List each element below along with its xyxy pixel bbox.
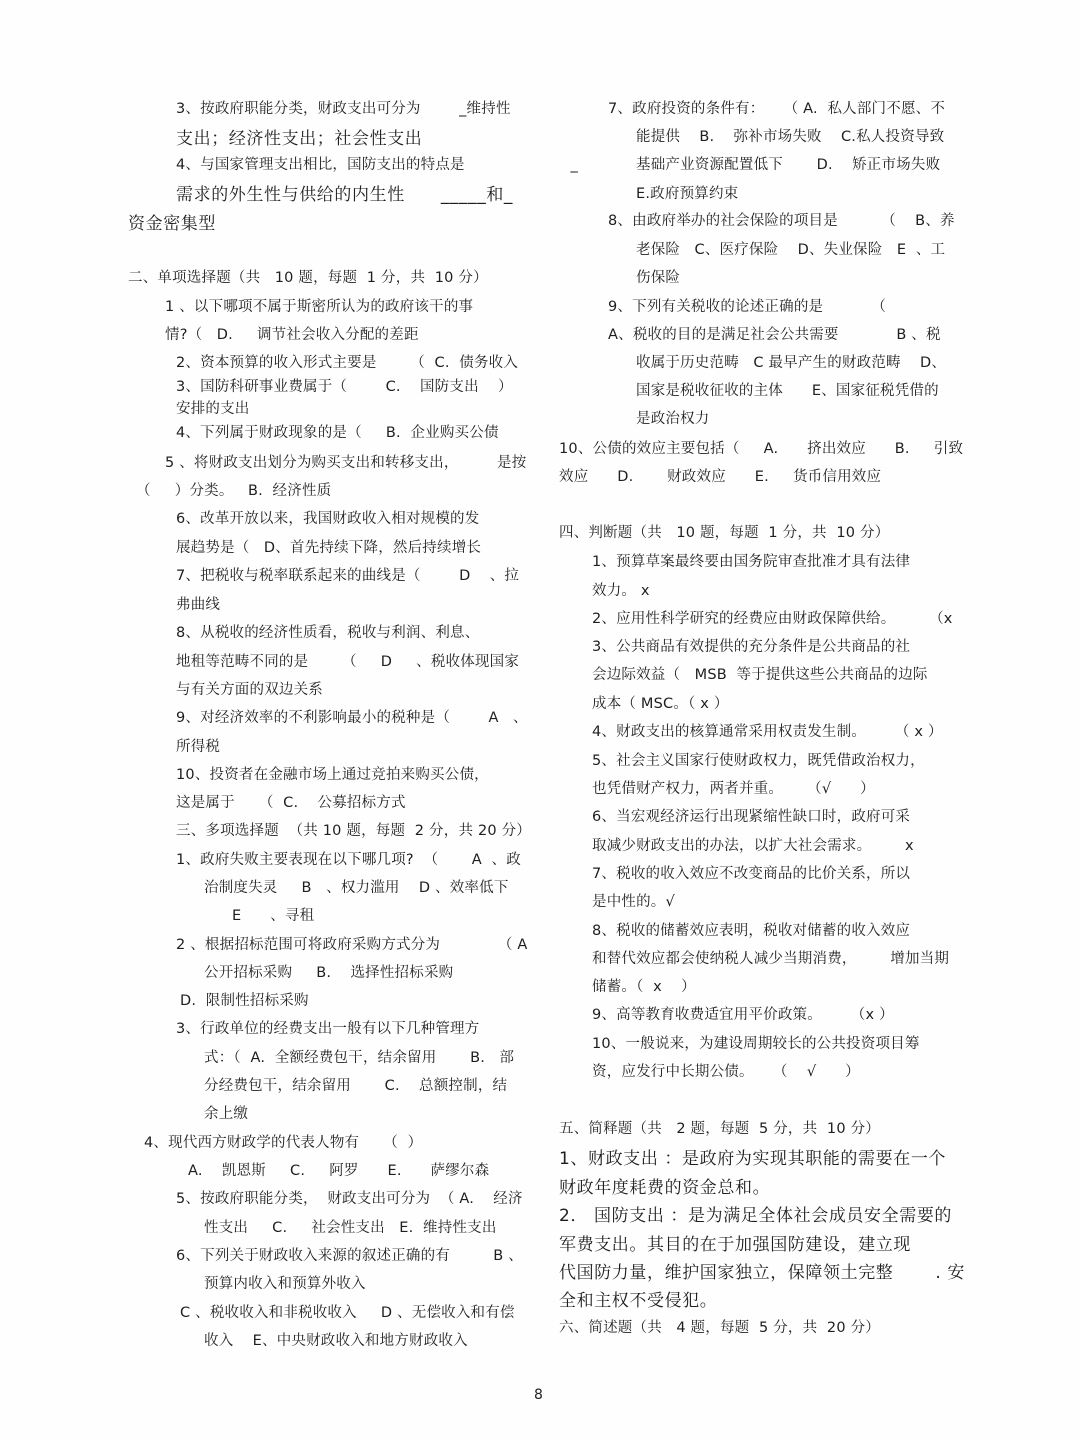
text-line: 也凭借财产权力，两者并重。 （√ ） <box>592 781 875 797</box>
text-line: 能提供 B. 弥补市场失败 C.私人投资导致 <box>636 129 945 145</box>
text-line: 2． 国防支出 ：是为满足全体社会成员安全需要的 <box>559 1206 953 1226</box>
text-line: 效力。 x <box>592 583 650 599</box>
text-line: 4、现代西方财政学的代表人物有 （ ） <box>144 1135 423 1151</box>
text-line: 4、财政支出的核算通常采用权责发生制。 （ x ） <box>592 724 943 740</box>
text-line: E.政府预算约束 <box>636 186 739 202</box>
text-line: 全和主权不受侵犯。 <box>559 1291 718 1311</box>
text-line: 安排的支出 <box>176 401 250 417</box>
text-line: 式：（ A. 全额经费包干，结余留用 B. 部 <box>204 1050 515 1066</box>
text-line: 1 、以下哪项不属于斯密所认为的政府该干的事 <box>165 299 474 315</box>
text-line: 10、投资者在金融市场上通过竞拍来购买公债， <box>176 767 489 783</box>
text-line: 会边际效益（ MSB 等于提供这些公共商品的边际 <box>592 667 928 683</box>
text-line: 三、多项选择题 （共 10 题，每题 2 分，共 20 分） <box>176 823 532 839</box>
text-line: 资金密集型 <box>128 214 216 234</box>
text-line: 3、国防科研事业费属于（ C. 国防支出 ） <box>176 379 513 395</box>
text-line: 8、从税收的经济性质看，税收与利润、利息、 <box>176 625 480 641</box>
text-line: 5、按政府职能分类， 财政支出可分为 （ A. 经济 <box>176 1191 523 1207</box>
text-line: 6、下列关于财政收入来源的叙述正确的有 B 、 <box>176 1248 523 1264</box>
text-line: 需求的外生性与供给的内生性 _____和_ <box>176 185 514 205</box>
text-line: C 、税收收入和非税收收入 D 、无偿收入和有偿 <box>180 1305 515 1321</box>
text-line: 收入 E、中央财政收入和地方财政收入 <box>204 1333 468 1349</box>
text-line: 是中性的。√ <box>592 894 675 910</box>
text-line: 和替代效应都会使纳税人减少当期消费， 增加当期 <box>592 951 950 967</box>
text-line: 7、把税收与税率联系起来的曲线是（ D 、拉 <box>176 568 520 584</box>
text-line: 3、行政单位的经费支出一般有以下几种管理方 <box>176 1021 480 1037</box>
text-line: 1、政府失败主要表现在以下哪几项? （ A 、政 <box>176 852 521 868</box>
text-line: 成本（ MSC。（ x ） <box>592 696 729 712</box>
text-line: 5 、将财政支出划分为购买支出和转移支出， 是按 <box>165 455 527 471</box>
text-line: （ ）分类。 B. 经济性质 <box>136 483 332 499</box>
text-line: 国家是税收征收的主体 E、国家征税凭借的 <box>636 383 939 399</box>
text-line: 8、由政府举办的社会保险的项目是 （ B、养 <box>608 213 955 229</box>
text-line: A. 凯恩斯 C. 阿罗 E. 萨缪尔森 <box>188 1163 490 1179</box>
text-line: 9、高等教育收费适宜用平价政策。 （x ） <box>592 1007 894 1023</box>
text-line: 1、预算草案最终要由国务院审查批准才具有法律 <box>592 554 911 570</box>
text-line: 性支出 C. 社会性支出 E. 维持性支出 <box>204 1220 497 1236</box>
text-line: 2、资本预算的收入形式主要是 （ C. 债务收入 <box>176 355 519 371</box>
text-line: 3、公共商品有效提供的充分条件是公共商品的社 <box>592 639 911 655</box>
text-line: 伤保险 <box>636 270 681 286</box>
text-line: 四、判断题（共 10 题，每题 1 分，共 10 分） <box>559 525 890 541</box>
text-line: 基础产业资源配置低下 D. 矫正市场失败 <box>636 157 941 173</box>
text-line: 弗曲线 <box>176 597 221 613</box>
text-line: 8、税收的储蓄效应表明，税收对储蓄的收入效应 <box>592 923 911 939</box>
text-line: 10、公债的效应主要包括（ A. 挤出效应 B. 引致 <box>559 441 964 457</box>
text-line: E 、寻租 <box>232 908 315 924</box>
text-line: 老保险 C、医疗保险 D、失业保险 E 、工 <box>636 242 946 258</box>
text-line: 6、当宏观经济运行出现紧缩性缺口时，政府可采 <box>592 809 911 825</box>
text-line: 展趋势是（ D、首先持续下降，然后持续增长 <box>176 540 482 556</box>
text-line: 收属于历史范畴 C 最早产生的财政范畴 D、 <box>636 355 947 371</box>
text-line: 地租等范畴不同的是 （ D 、税收体现国家 <box>176 654 520 670</box>
text-line: 效应 D. 财政效应 E. 货币信用效应 <box>559 469 882 485</box>
text-line: 情?（ D. 调节社会收入分配的差距 <box>165 327 419 343</box>
text-line: 五、简释题（共 2 题，每题 5 分，共 10 分） <box>559 1121 880 1137</box>
text-line: A、税收的目的是满足社会公共需要 B 、税 <box>608 327 941 343</box>
text-line: 5、社会主义国家行使财政权力，既凭借政治权力， <box>592 753 925 769</box>
text-line: 6、改革开放以来，我国财政收入相对规模的发 <box>176 511 480 527</box>
text-line: 支出；经济性支出；社会性支出 <box>176 129 423 149</box>
text-line: 余上缴 <box>204 1106 249 1122</box>
text-line: 取减少财政支出的办法，以扩大社会需求。 x <box>592 838 914 854</box>
text-line: 是政治权力 <box>636 411 710 427</box>
text-line: 代国防力量，维护国家独立，保障领土完整 . 安 <box>559 1263 966 1283</box>
text-line: 二、单项选择题（共 10 题，每题 1 分，共 10 分） <box>128 270 488 286</box>
text-line: 分经费包干，结余留用 C. 总额控制，结 <box>204 1078 508 1094</box>
text-line: 4、下列属于财政现象的是（ B. 企业购买公债 <box>176 425 499 441</box>
text-line: 1、财政支出 ：是政府为实现其职能的需要在一个 <box>559 1149 947 1169</box>
text-line: 六、简述题（共 4 题，每题 5 分，共 20 分） <box>559 1320 880 1336</box>
text-line: 预算内收入和预算外收入 <box>204 1276 366 1292</box>
page-number: 8 <box>534 1387 543 1403</box>
text-line: 财政年度耗费的资金总和。 <box>559 1178 771 1198</box>
text-line: 军费支出。其目的在于加强国防建设，建立现 <box>559 1235 911 1255</box>
text-line: 资，应发行中长期公债。 （ √ ） <box>592 1064 860 1080</box>
text-line: 7、税收的收入效应不改变商品的比价关系，所以 <box>592 866 911 882</box>
text-line: 所得税 <box>176 739 221 755</box>
text-line: 与有关方面的双边关系 <box>176 682 323 698</box>
text-line: 2、应用性科学研究的经费应由财政保障供给。 （x <box>592 611 953 627</box>
text-line: 治制度失灵 B 、权力滥用 D 、效率低下 <box>204 880 509 896</box>
text-line: 公开招标采购 B. 选择性招标采购 <box>204 965 454 981</box>
text-line: 7、政府投资的条件有： （ A. 私人部门不愿、不 <box>608 101 946 117</box>
text-line: 9、下列有关税收的论述正确的是 （ <box>608 299 887 315</box>
text-line: 2 、根据招标范围可将政府采购方式分为 （ A <box>176 937 528 953</box>
text-line: 这是属于 （ C. 公募招标方式 <box>176 795 406 811</box>
text-line: D. 限制性招标采购 <box>180 993 309 1009</box>
text-line: 储蓄。（ x ） <box>592 979 696 995</box>
text-line: 9、对经济效率的不利影响最小的税种是（ A 、 <box>176 710 528 726</box>
text-line: 4、与国家管理支出相比，国防支出的特点是 _ <box>176 157 578 173</box>
text-line: 10、一般说来，为建设周期较长的公共投资项目筹 <box>592 1036 920 1052</box>
text-line: 3、按政府职能分类，财政支出可分为 _维持性 <box>176 101 511 117</box>
